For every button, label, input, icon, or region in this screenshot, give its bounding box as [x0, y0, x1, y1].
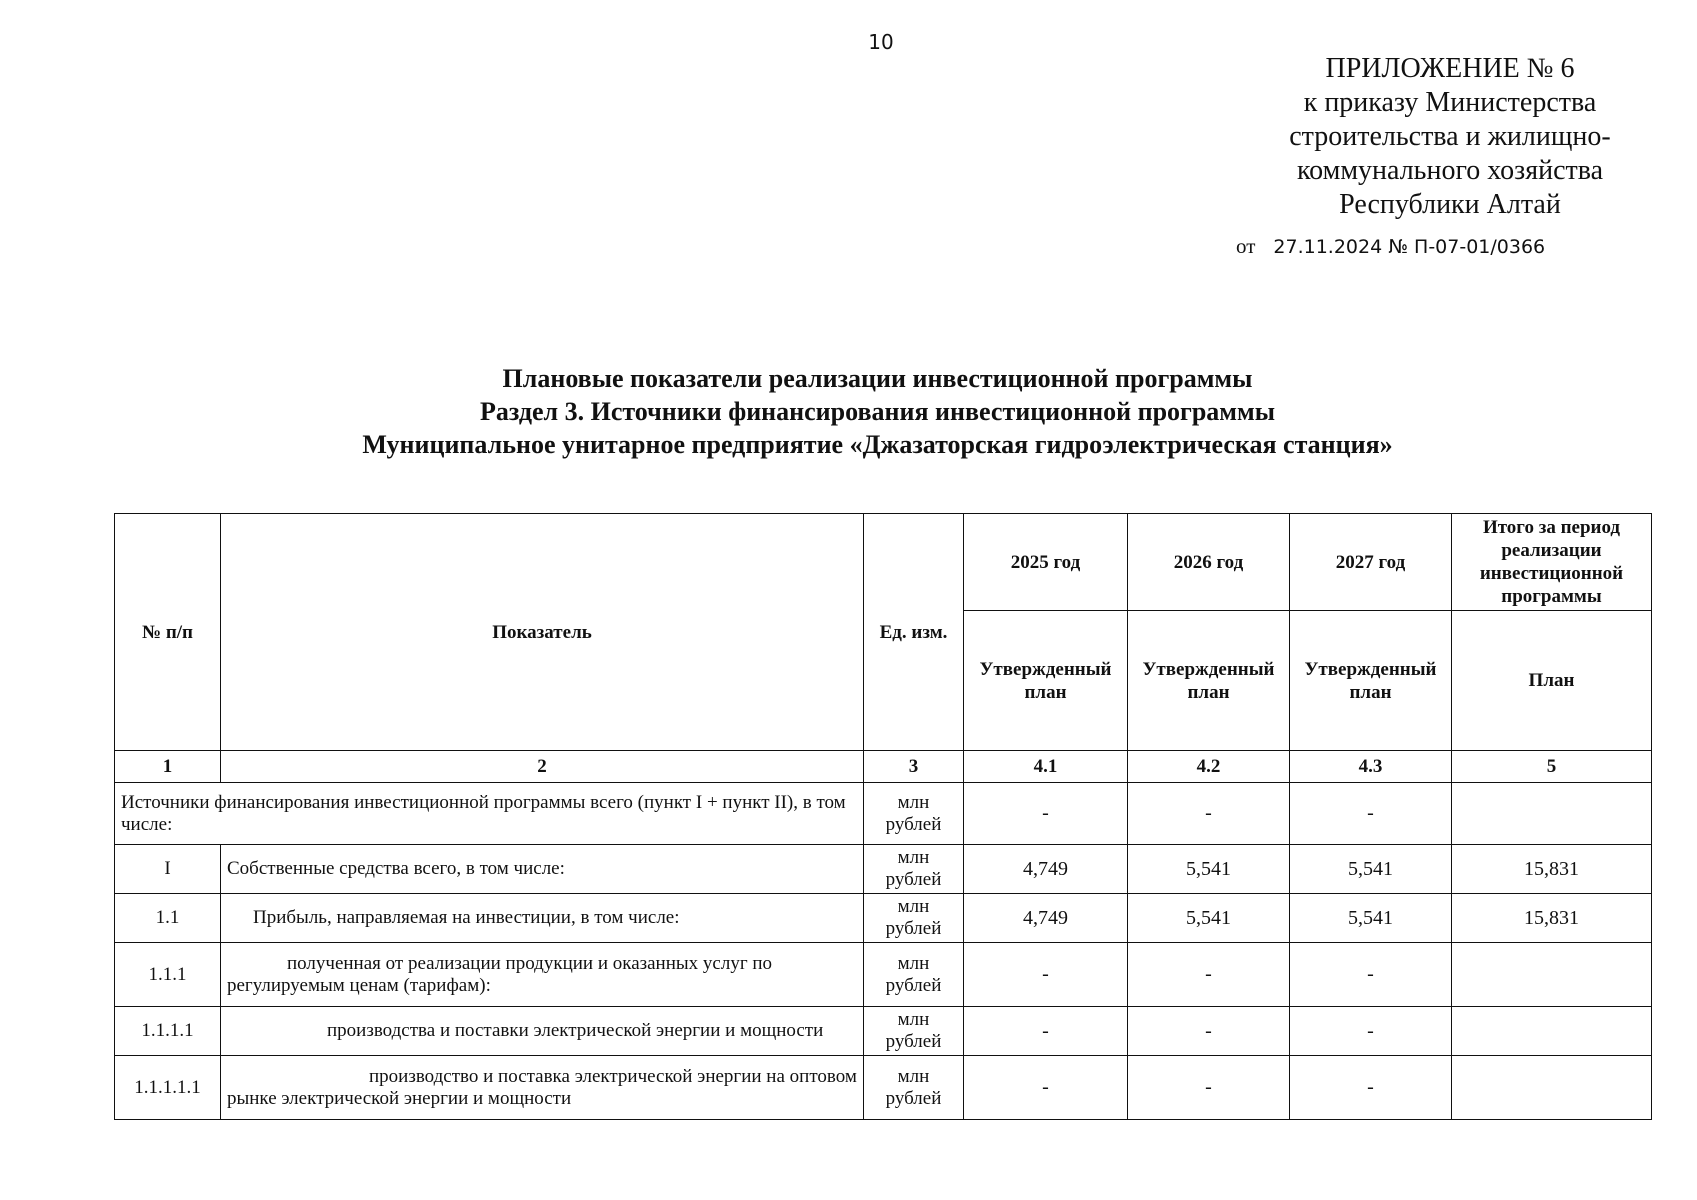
row-value-2027: 5,541	[1290, 894, 1452, 943]
row-num: I	[115, 845, 221, 894]
table-row	[115, 1007, 1652, 1056]
row-unit: млн рублей	[864, 845, 964, 894]
table-row	[115, 943, 1652, 1007]
appendix-line: строительства и жилищно-	[1289, 121, 1611, 152]
row-value-2026: -	[1128, 1007, 1290, 1056]
row-value-total: 15,831	[1452, 845, 1652, 894]
appendix-line: коммунального хозяйства	[1296, 155, 1604, 186]
column-number: 5	[1452, 751, 1652, 783]
section-title: Раздел 3. Источники финансирования инвестиционной программы	[479, 397, 1276, 426]
subheader-approved-2026: Утвержденный план	[1128, 611, 1290, 751]
row-num: 1.1.1.1.1	[115, 1056, 221, 1120]
row-unit: млн рублей	[864, 943, 964, 1007]
order-reference	[1236, 234, 1676, 259]
row-value-total	[1452, 1007, 1652, 1056]
row-value-2025: -	[964, 783, 1128, 845]
order-prefix: от	[1236, 234, 1256, 258]
appendix-line: Республики Алтай	[1339, 189, 1561, 220]
header-num: № п/п	[115, 514, 221, 751]
table-row	[115, 894, 1652, 943]
subheader-approved-2025: Утвержденный план	[964, 611, 1128, 751]
header-2025: 2025 год	[964, 514, 1128, 611]
appendix-block	[1240, 52, 1660, 222]
header-row	[115, 514, 1652, 611]
row-value-total	[1452, 783, 1652, 845]
table-row	[115, 783, 1652, 845]
financing-table	[114, 513, 1652, 1120]
header-total: Итого за период реализации инвестиционной программы	[1452, 514, 1652, 611]
subheader-plan: План	[1452, 611, 1652, 751]
header-indicator: Показатель	[221, 514, 864, 751]
organization-title: Муниципальное унитарное предприятие «Джазаторская гидроэлектрическая станция»	[362, 430, 1393, 459]
row-value-2025: 4,749	[964, 894, 1128, 943]
order-number: 27.11.2024 № П-07-01/0366	[1273, 236, 1546, 258]
column-number: 3	[864, 751, 964, 783]
row-num: 1.1.1	[115, 943, 221, 1007]
column-number: 2	[221, 751, 864, 783]
column-number: 1	[115, 751, 221, 783]
row-indicator: производства и поставки электрической энергии и мощности	[221, 1007, 864, 1056]
page-number: 10	[868, 30, 894, 54]
row-value-2025: 4,749	[964, 845, 1128, 894]
row-value-2025: -	[964, 1007, 1128, 1056]
row-value-2026: 5,541	[1128, 894, 1290, 943]
row-value-2026: -	[1128, 1056, 1290, 1120]
row-value-2027: -	[1290, 783, 1452, 845]
row-value-2027: -	[1290, 1056, 1452, 1120]
row-num: 1.1	[115, 894, 221, 943]
row-value-2027: -	[1290, 943, 1452, 1007]
row-indicator: производство и поставка электрической энергии на оптовом рынке электрической энергии и мощности	[221, 1056, 864, 1120]
row-indicator: Собственные средства всего, в том числе:	[221, 845, 864, 894]
row-value-2026: -	[1128, 783, 1290, 845]
row-unit: млн рублей	[864, 894, 964, 943]
row-value-2027: 5,541	[1290, 845, 1452, 894]
header-2026: 2026 год	[1128, 514, 1290, 611]
column-number: 4.2	[1128, 751, 1290, 783]
row-unit: млн рублей	[864, 1007, 964, 1056]
row-value-total: 15,831	[1452, 894, 1652, 943]
appendix-line: к приказу Министерства	[1303, 87, 1597, 118]
document-titles	[0, 362, 1697, 461]
row-value-total	[1452, 1056, 1652, 1120]
row-indicator: полученная от реализации продукции и оказанных услуг по регулируемым ценам (тарифам):	[221, 943, 864, 1007]
table-row	[115, 1056, 1652, 1120]
row-value-total	[1452, 943, 1652, 1007]
row-value-2026: 5,541	[1128, 845, 1290, 894]
header-2027: 2027 год	[1290, 514, 1452, 611]
row-unit: млн рублей	[864, 783, 964, 845]
row-value-2025: -	[964, 943, 1128, 1007]
subheader-approved-2027: Утвержденный план	[1290, 611, 1452, 751]
document-title: Плановые показатели реализации инвестиционной программы	[502, 364, 1253, 393]
row-value-2026: -	[1128, 943, 1290, 1007]
column-number: 4.3	[1290, 751, 1452, 783]
column-number-row	[115, 751, 1652, 783]
row-unit: млн рублей	[864, 1056, 964, 1120]
row-num: 1.1.1.1	[115, 1007, 221, 1056]
row-value-2025: -	[964, 1056, 1128, 1120]
row-indicator: Источники финансирования инвестиционной программы всего (пункт I + пункт II), в том числе:	[115, 783, 864, 845]
table-row	[115, 845, 1652, 894]
appendix-title: ПРИЛОЖЕНИЕ № 6	[1325, 53, 1575, 84]
row-value-2027: -	[1290, 1007, 1452, 1056]
column-number: 4.1	[964, 751, 1128, 783]
header-unit: Ед. изм.	[864, 514, 964, 751]
row-indicator: Прибыль, направляемая на инвестиции, в том числе:	[221, 894, 864, 943]
